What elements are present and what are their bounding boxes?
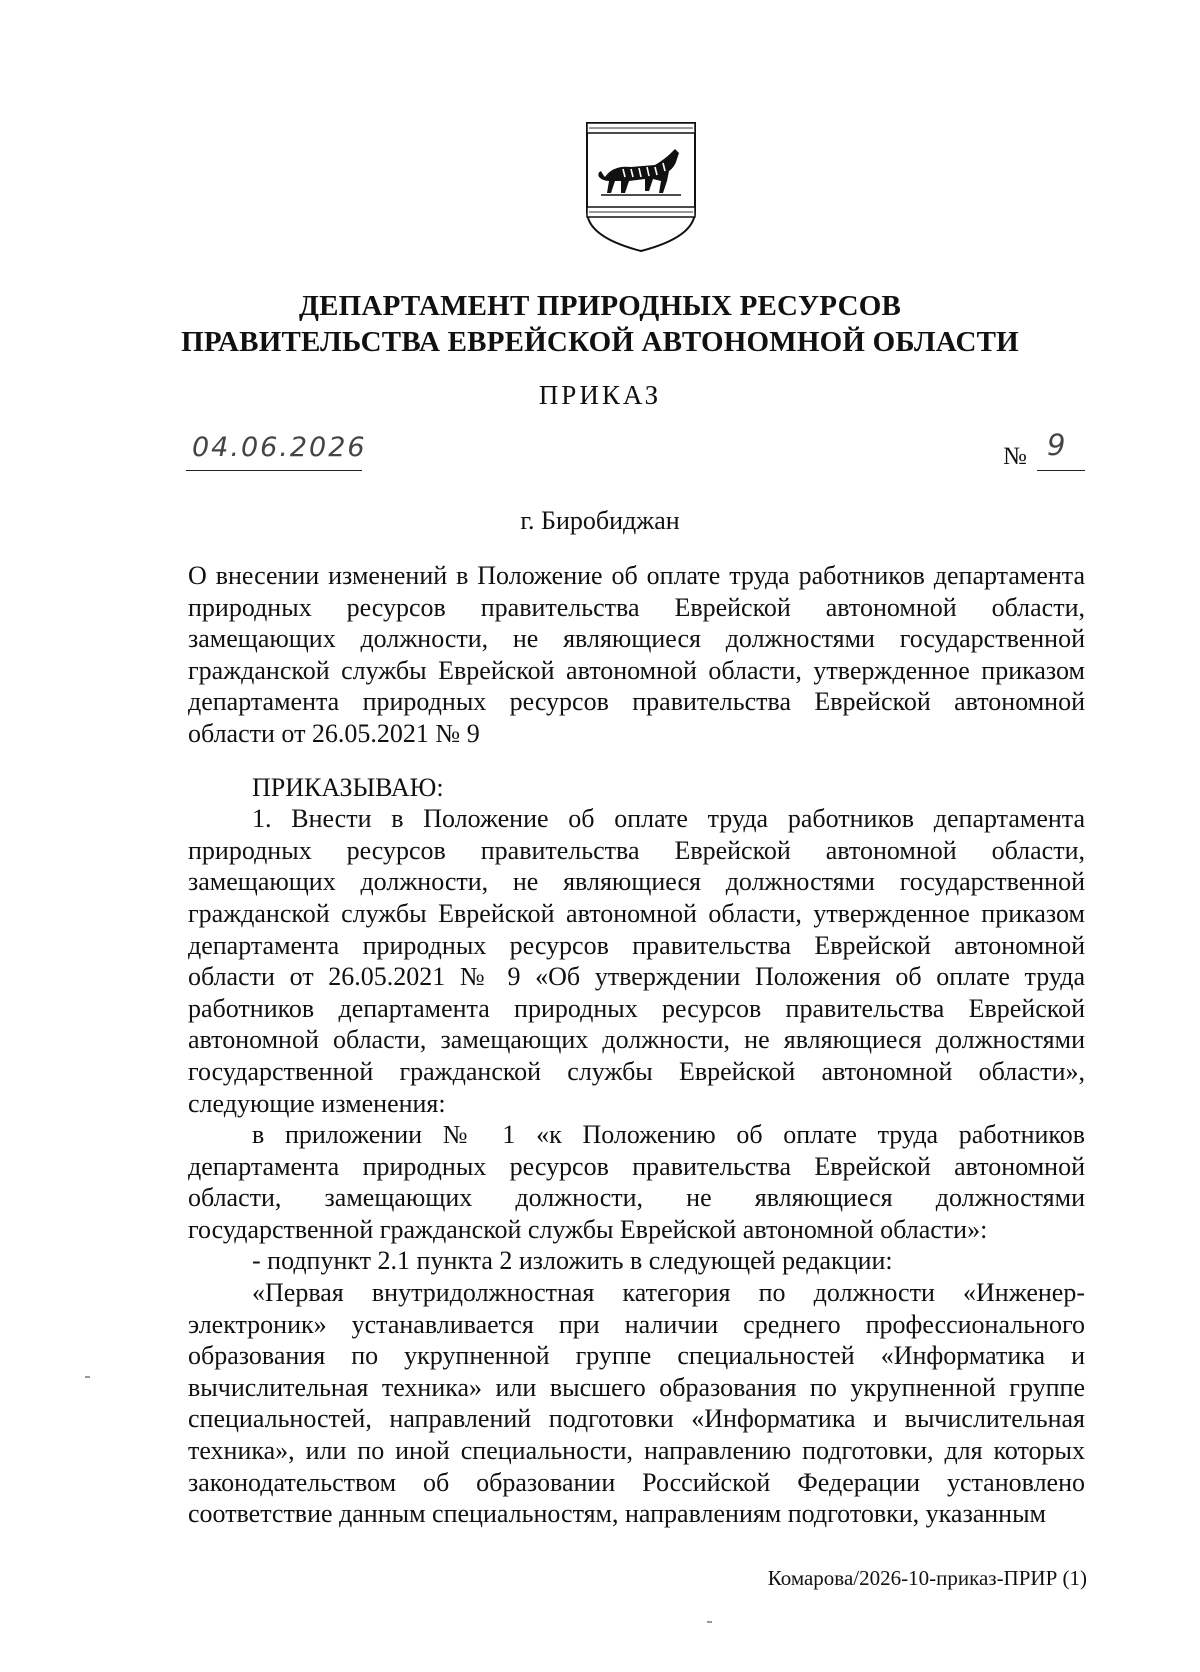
number-field xyxy=(1037,430,1085,471)
tiger-coat-of-arms-icon xyxy=(583,119,699,253)
paragraph: 1. Внести в Положение об оплате труда работников департамента природных ресурсов правительства Еврейской автономной области, замещающих должности, не являющиеся должностями государственной гражданской службы Еврейской автономной области, утвержденное приказом департамента природных ресурсов правительства Еврейской автономной области от 26.05.2021 № 9 «Об утверждении Положения об оплате труда работников департамента природных ресурсов правительства Еврейской автономной области, замещающих должности, не являющиеся должностями государственной гражданской службы Еврейской автономной области», следующие изменения: xyxy=(188,804,1085,1118)
department-name-line1: ДЕПАРТАМЕНТ ПРИРОДНЫХ РЕСУРСОВ xyxy=(298,290,902,322)
footer-document-code: Комарова/2026-10-приказ-ПРИР (1) xyxy=(767,1566,1087,1590)
document-title: О внесении изменений в Положение об оплате труда работников департамента природных ресурсов правительства Еврейской автономной области, замещающих должности, не являющиеся должностями государственной гражданской службы Еврейской автономной области, утвержденное приказом департамента природных ресурсов правительства Еврейской автономной области от 26.05.2021 № 9 xyxy=(188,561,1085,748)
scan-speck xyxy=(85,1376,90,1378)
handwritten-date: 04.06.2026 xyxy=(192,432,367,463)
order-word: ПРИКАЗЫВАЮ: xyxy=(252,772,444,802)
paragraph: «Первая внутридолжностная категория по должности «Инженер-электроник» устанавливается при наличии среднего профессионального образования по укрупненной группе специальностей «Информатика и вычислительная техника» или высшего образования по укрупненной группе специальностей, направлений подготовки «Информатика и вычислительная техника», или по иной специальности, направлению подготовки, для которых законодательством об образовании Российской Федерации установлено соответствие данным специальностям, направлениям подготовки, указанным xyxy=(188,1278,1085,1529)
date-field xyxy=(186,432,367,471)
department-name xyxy=(150,288,1050,360)
handwritten-number: 9 xyxy=(1047,428,1066,462)
scan-speck xyxy=(707,1621,712,1623)
department-name-line2: ПРАВИТЕЛЬСТВА ЕВРЕЙСКОЙ АВТОНОМНОЙ ОБЛАСТИ xyxy=(181,326,1019,358)
document-body xyxy=(188,560,1085,1530)
document-type: ПРИКАЗ xyxy=(538,380,662,410)
number-label: № xyxy=(1003,443,1027,470)
paragraph: - подпункт 2.1 пункта 2 изложить в следующей редакции: xyxy=(252,1246,893,1276)
city-name: г. Биробиджан xyxy=(520,506,680,535)
paragraph: в приложении № 1 «к Положению об оплате труда работников департамента природных ресурсов правительства Еврейской автономной области, замещающих должности, не являющиеся должностями государственной гражданской службы Еврейской автономной области»: xyxy=(188,1120,1085,1244)
